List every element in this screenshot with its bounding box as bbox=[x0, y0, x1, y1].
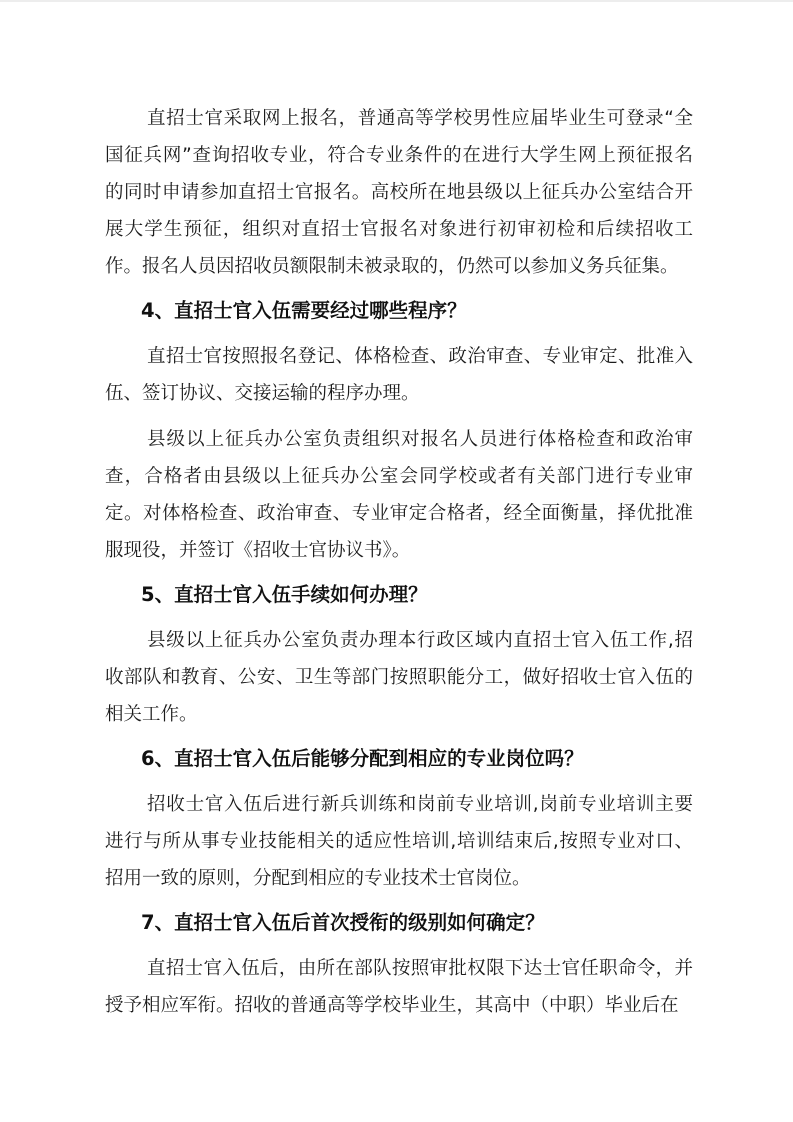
section-heading: 5、直招士官入伍手续如何办理？ bbox=[141, 583, 428, 606]
text-line: 展大学生预征，组织对直招士官报名对象进行初审初检和后续招收工 bbox=[105, 219, 693, 240]
text-line: 相关工作。 bbox=[105, 704, 198, 725]
text-line: 直招士官采取网上报名，普通高等学校男性应届毕业生可登录“全 bbox=[147, 108, 693, 129]
text-line: 县级以上征兵办公室负责组织对报名人员进行体格检查和政治审 bbox=[147, 429, 693, 450]
text-line: 收部队和教育、公安、卫生等部门按照职能分工，做好招收士官入伍的 bbox=[105, 667, 693, 688]
text-line: 直招士官入伍后，由所在部队按照审批权限下达士官任职命令，并 bbox=[147, 958, 693, 979]
text-line: 招收士官入伍后进行新兵训练和岗前专业培训,岗前专业培训主要 bbox=[147, 794, 693, 815]
text-line: 招用一致的原则，分配到相应的专业技术士官岗位。 bbox=[105, 868, 531, 889]
text-line: 服现役，并签订《招收士官协议书》。 bbox=[105, 540, 411, 561]
text-line: 授予相应军衔。招收的普通高等学校毕业生，其高中（中职）毕业后在 bbox=[105, 995, 679, 1016]
paragraph bbox=[105, 421, 693, 569]
text-line: 定。对体格检查、政治审查、专业审定合格者，经全面衡量，择优批准 bbox=[105, 503, 693, 524]
section-heading: 4、直招士官入伍需要经过哪些程序？ bbox=[141, 299, 467, 322]
paragraph bbox=[105, 950, 693, 1024]
text-line: 国征兵网”查询招收专业，符合专业条件的在进行大学生网上预征报名 bbox=[105, 145, 693, 166]
section-heading: 6、直招士官入伍后能够分配到相应的专业岗位吗？ bbox=[141, 747, 584, 770]
paragraph bbox=[105, 100, 693, 285]
text-line: 伍、签订协议、交接运输的程序办理。 bbox=[105, 383, 420, 404]
text-line: 查，合格者由县级以上征兵办公室会同学校或者有关部门进行专业审 bbox=[105, 466, 693, 487]
text-line: 直招士官按照报名登记、体格检查、政治审查、专业审定、批准入 bbox=[147, 346, 693, 367]
paragraph bbox=[105, 338, 693, 412]
text-line: 县级以上征兵办公室负责办理本行政区域内直招士官入伍工作,招 bbox=[147, 630, 693, 651]
text-line: 的同时申请参加直招士官报名。高校所在地县级以上征兵办公室结合开 bbox=[105, 182, 693, 203]
paragraph bbox=[105, 786, 693, 897]
paragraph bbox=[105, 622, 693, 733]
text-line: 作。报名人员因招收员额限制未被录取的，仍然可以参加义务兵征集。 bbox=[105, 256, 679, 277]
document-content bbox=[0, 2, 793, 1024]
text-line: 进行与所从事专业技能相关的适应性培训,培训结束后,按照专业对口、 bbox=[105, 831, 693, 852]
section-heading: 7、直招士官入伍后首次授衔的级别如何确定？ bbox=[141, 911, 545, 934]
